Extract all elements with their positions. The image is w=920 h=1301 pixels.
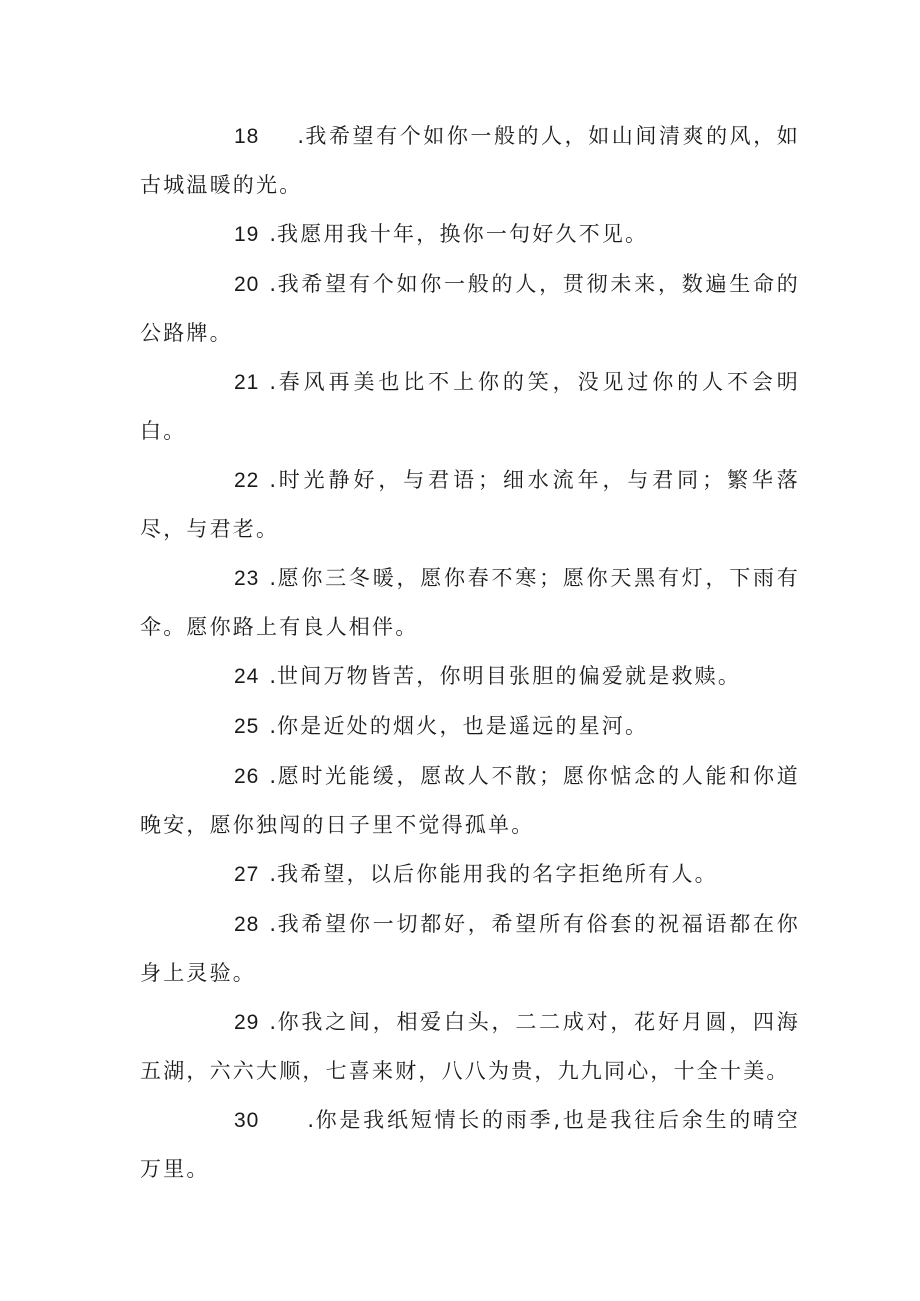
- item-separator: .: [269, 566, 278, 590]
- item-number: 21: [234, 371, 260, 394]
- item-text: 时光静好，与君语；细水流年，与君同；繁华落尽，与君老。: [140, 468, 800, 541]
- list-item: [140, 1096, 800, 1193]
- quote-list: [140, 112, 800, 1193]
- list-item: [140, 456, 800, 553]
- item-separator: .: [269, 222, 278, 246]
- item-text: 你我之间，相爱白头，二二成对，花好月圆，四海五湖，六六大顺，七喜来财，八八为贵，九九同心，十全十美。: [140, 1010, 800, 1083]
- item-text: 你是我纸短情长的雨季,也是我往后余生的晴空万里。: [140, 1108, 800, 1181]
- item-separator: .: [269, 370, 278, 394]
- item-text: 世间万物皆苦，你明目张胆的偏爱就是救赎。: [277, 664, 742, 688]
- item-text: 我希望有个如你一般的人，如山间清爽的风，如古城温暖的光。: [140, 124, 800, 197]
- item-separator: .: [269, 1010, 278, 1034]
- item-number: 28: [234, 913, 260, 936]
- item-text: 愿时光能缓，愿故人不散；愿你惦念的人能和你道晚安，愿你独闯的日子里不觉得孤单。: [140, 764, 800, 837]
- item-separator: .: [269, 714, 278, 738]
- list-item: [140, 850, 800, 899]
- list-item: [140, 998, 800, 1095]
- item-separator: .: [269, 912, 278, 936]
- item-number: 24: [234, 665, 260, 688]
- item-number: 30: [234, 1109, 260, 1132]
- item-separator: .: [269, 468, 278, 492]
- item-separator: .: [269, 664, 278, 688]
- list-item: [140, 652, 800, 701]
- item-number: 22: [234, 469, 260, 492]
- item-separator: .: [269, 862, 278, 886]
- list-item: [140, 210, 800, 259]
- item-number: 23: [234, 567, 260, 590]
- item-separator: .: [307, 1108, 316, 1132]
- item-number: 29: [234, 1011, 260, 1034]
- item-number: 27: [234, 863, 260, 886]
- item-text: 我愿用我十年，换你一句好久不见。: [277, 222, 649, 246]
- list-item: [140, 112, 800, 209]
- item-text: 春风再美也比不上你的笑，没见过你的人不会明白。: [140, 370, 800, 443]
- item-number: 25: [234, 715, 260, 738]
- item-text: 我希望有个如你一般的人，贯彻未来，数遍生命的公路牌。: [140, 272, 800, 345]
- item-separator: .: [269, 764, 278, 788]
- item-text: 愿你三冬暖，愿你春不寒；愿你天黑有灯，下雨有伞。愿你路上有良人相伴。: [140, 566, 800, 639]
- item-text: 我希望，以后你能用我的名字拒绝所有人。: [277, 862, 718, 886]
- list-item: [140, 752, 800, 849]
- item-number: 18: [234, 125, 260, 148]
- list-item: [140, 554, 800, 651]
- item-number: 20: [234, 273, 260, 296]
- list-item: [140, 702, 800, 751]
- item-text: 我希望你一切都好，希望所有俗套的祝福语都在你身上灵验。: [140, 912, 800, 985]
- item-number: 19: [234, 223, 260, 246]
- item-separator: .: [297, 124, 306, 148]
- list-item: [140, 260, 800, 357]
- item-number: 26: [234, 765, 260, 788]
- item-text: 你是近处的烟火，也是遥远的星河。: [277, 714, 649, 738]
- item-separator: .: [269, 272, 278, 296]
- list-item: [140, 358, 800, 455]
- list-item: [140, 900, 800, 997]
